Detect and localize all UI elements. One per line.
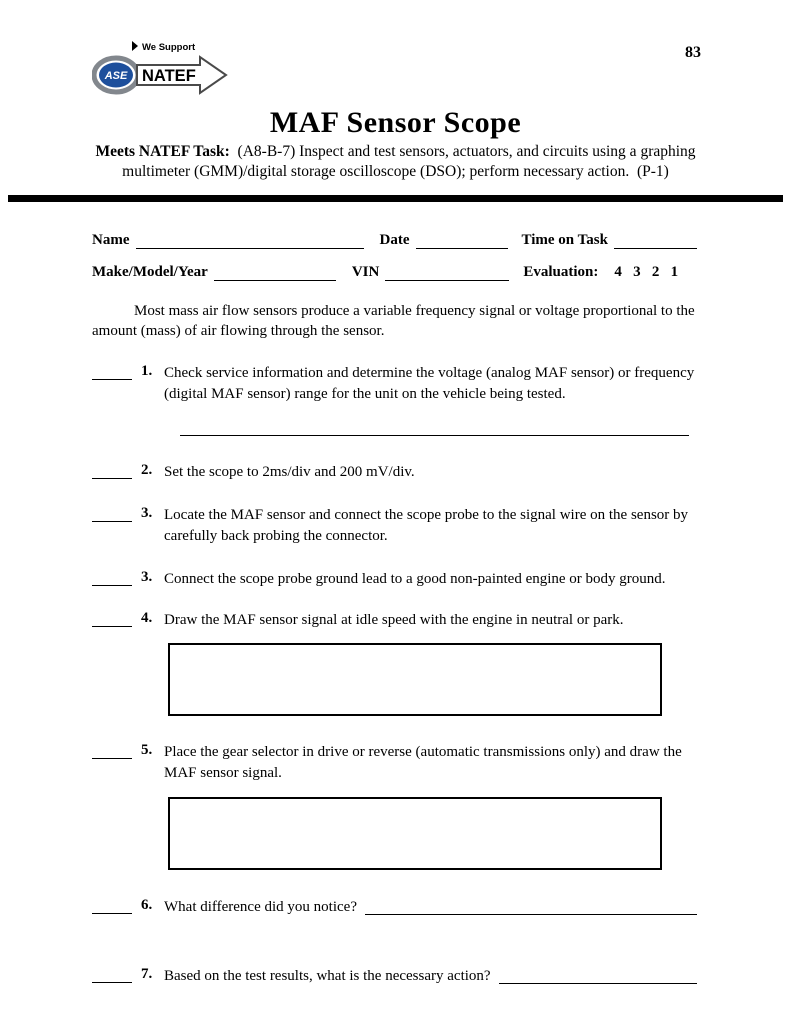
- make-model-year-label: Make/Model/Year: [92, 263, 208, 280]
- evaluation-scale: 4 3 2 1: [614, 263, 679, 280]
- intro-paragraph: Most mass air flow sensors produce a variable frequency signal or voltage proportional to the amount (mass) of air flowing through the sensor.: [92, 302, 695, 340]
- item-text: Connect the scope probe ground lead to a good non-painted engine or body ground.: [164, 571, 666, 588]
- item-text: Locate the MAF sensor and connect the scope probe to the signal wire on the sensor by carefully back probing the connector.: [164, 507, 689, 545]
- answer-line-1[interactable]: [180, 435, 689, 436]
- natef-logo-graphic: [92, 38, 230, 98]
- natef-task-statement: [88, 142, 704, 183]
- divider-rule: [8, 195, 783, 202]
- page-title: MAF Sensor Scope: [269, 106, 522, 139]
- drawing-box-idle-signal[interactable]: [168, 643, 662, 716]
- item-text: Place the gear selector in drive or reverse (automatic transmissions only) and draw the MAF sensor signal.: [164, 744, 682, 782]
- drawing-box-drive-signal[interactable]: [168, 797, 662, 870]
- task-item-5: [92, 742, 697, 784]
- item-number: 4.: [141, 610, 153, 627]
- checkoff-blank-3a[interactable]: [92, 505, 132, 522]
- time-on-task-label: Time on Task: [521, 231, 608, 248]
- item-number: 6.: [141, 897, 153, 914]
- name-blank[interactable]: [136, 232, 364, 249]
- checkoff-blank-1[interactable]: [92, 363, 132, 380]
- checkoff-blank-5[interactable]: [92, 742, 132, 759]
- checkoff-blank-2[interactable]: [92, 462, 132, 479]
- identity-row: [92, 232, 697, 249]
- item-number: 1.: [141, 363, 153, 380]
- date-label: Date: [379, 231, 410, 248]
- page-header: [0, 0, 791, 98]
- make-model-year-blank[interactable]: [214, 264, 336, 281]
- checkoff-blank-3b[interactable]: [92, 569, 132, 586]
- task-item-6: [92, 897, 697, 918]
- time-on-task-blank[interactable]: [614, 232, 697, 249]
- worksheet-content: [92, 232, 697, 988]
- vin-label: VIN: [351, 263, 380, 280]
- page-number: 83: [685, 44, 701, 61]
- task-item-2: [92, 462, 697, 483]
- task-label: Meets NATEF Task:: [95, 143, 230, 160]
- task-item-1: [92, 363, 697, 405]
- natef-label: NATEF: [142, 67, 196, 85]
- we-support-label: We Support: [142, 42, 196, 53]
- answer-blank-7[interactable]: [499, 970, 697, 984]
- item-text: Set the scope to 2ms/div and 200 mV/div.: [164, 464, 415, 481]
- vehicle-row: [92, 264, 697, 281]
- date-blank[interactable]: [416, 232, 508, 249]
- item-text: Based on the test results, what is the necessary action?: [164, 968, 491, 985]
- item-number: 3.: [141, 569, 153, 586]
- task-item-3a: [92, 505, 697, 547]
- checkoff-blank-4[interactable]: [92, 610, 132, 627]
- vin-blank[interactable]: [385, 264, 509, 281]
- item-text: Check service information and determine the voltage (analog MAF sensor) or frequency (digital MAF sensor) range for the unit on the vehicle being tested.: [164, 365, 695, 403]
- item-number: 2.: [141, 462, 153, 479]
- task-item-4: [92, 610, 697, 631]
- checkoff-blank-7[interactable]: [92, 966, 132, 983]
- item-number: 7.: [141, 966, 153, 983]
- item-number: 5.: [141, 742, 153, 759]
- ase-label: ASE: [104, 70, 128, 82]
- item-text: Draw the MAF sensor signal at idle speed with the engine in neutral or park.: [164, 612, 624, 629]
- answer-blank-6[interactable]: [365, 901, 697, 915]
- item-text: What difference did you notice?: [164, 899, 357, 916]
- item-number: 3.: [141, 505, 153, 522]
- evaluation-label: Evaluation:: [523, 263, 599, 280]
- task-item-3b: [92, 569, 697, 590]
- checkoff-blank-6[interactable]: [92, 897, 132, 914]
- task-text: (A8-B-7) Inspect and test sensors, actuators, and circuits using a graphing multimeter (GMM)/digital storage oscilloscope (DSO); perform necessary action. (P-1): [122, 143, 700, 181]
- natef-logo: [92, 38, 230, 98]
- task-item-7: [92, 966, 697, 987]
- name-label: Name: [92, 231, 130, 248]
